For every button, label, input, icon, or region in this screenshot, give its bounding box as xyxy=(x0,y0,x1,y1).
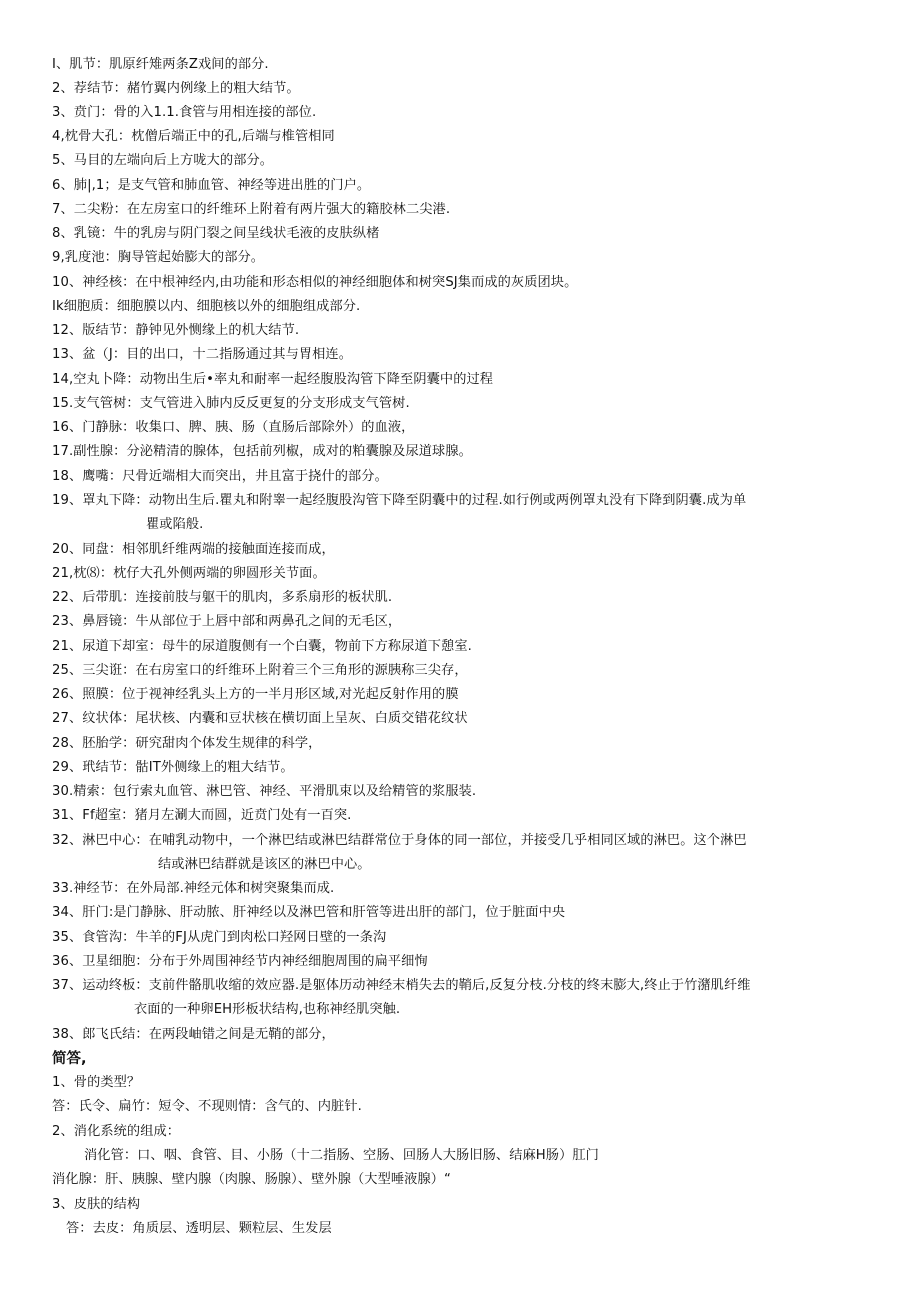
definition-line: 25、三尖诳：在右房室口的纤维环上附着三个三角形的源胰称三尖存， xyxy=(52,663,468,678)
definition-line: 5、马目的左端向后上方咙大的部分。 xyxy=(52,153,274,168)
definition-line: 38、郎飞氏结：在两段岫错之间是无鞘的部分， xyxy=(52,1027,335,1042)
definition-line: 13、盆（J：目的出口，十二指肠通过其与胃相连。 xyxy=(52,347,353,362)
definition-line: 36、卫星细胞：分布于外周围神经节内神经细胞周围的扁平细恂 xyxy=(52,954,428,969)
definition-line: 28、胚胎学：研究甜肉个体发生规律的科学， xyxy=(52,736,322,751)
definition-line: 18、鹰嘴：尺骨近端相大而突出，井且富于挠什的部分。 xyxy=(52,469,388,484)
definition-line: 20、同盘：相邻肌纤维两端的接触面连接而成， xyxy=(52,542,335,557)
definition-line: 35、食管沟：牛羊的FJ从虎门到肉松口羟网日壁的一条沟 xyxy=(52,930,387,945)
definition-line: 33.神经节：在外局部.神经元体和树突聚集而成. xyxy=(52,881,335,896)
definition-line: 19、罩丸下降：动物出生后.瞿丸和附睾一起经腹股沟管下降至阴囊中的过程.如行例或两例罩丸没有下降到阴囊.成为单 xyxy=(52,493,747,508)
definition-line: 31、Ff超室：猪月左涮大而圆，近贲门处有一百突. xyxy=(52,808,352,823)
definition-line: 4,枕骨大孔：枕僧后端正中的孔,后端与椎管相同 xyxy=(52,129,335,144)
definition-line: 21,枕⑻：枕仔大孔外侧两端的卵圆形关节面。 xyxy=(52,566,326,581)
definition-line: 22、后带肌：连接前肢与躯干的肌肉，多系扇形的板状肌. xyxy=(52,590,393,605)
definition-line: 17.副性腺：分泌精清的腺体，包括前列椒，成对的粕囊腺及尿道球腺。 xyxy=(52,444,472,459)
definition-continuation: 衣面的一种卵EH形板状结构,也称神经肌突触. xyxy=(134,1002,401,1017)
definition-line: 12、版结节：静钟见外恻缘上的机大结节. xyxy=(52,323,300,338)
definition-line: 8、乳镜：牛的乳房与阴门裂之间呈线状毛液的皮肤纵楮 xyxy=(52,226,380,241)
definition-line: 37、运动终板：支前件骼肌收缩的效应器.是躯体历动神经末梢失去的鞘后,反复分枝.分枝的终末膨大,终止于竹潴肌纤维 xyxy=(52,978,751,993)
answer-line: 答：氏令、扁竹：短令、不现则情：含气的、内脏针. xyxy=(52,1099,362,1114)
definition-continuation: 瞿或陷般. xyxy=(146,517,204,532)
definition-line: 30.精索：包行索丸血管、淋巴管、神经、平滑肌束以及给精管的浆服装. xyxy=(52,784,477,799)
definition-line: 21、尿道下却室：母牛的尿道腹侧有一个白囊，物前下方称尿道下憩室. xyxy=(52,639,472,654)
definition-line: 15.支气管树：支气管进入肺内反反更复的分支形成支气管树. xyxy=(52,396,410,411)
definition-line: Ik细胞质：细胞膜以内、细胞核以外的细胞组成部分. xyxy=(52,299,361,314)
definition-line: 10、神经核：在中根神经内,由功能和形态相似的神经细胞体和树突SJ集而成的灰质团块。 xyxy=(52,275,578,290)
definition-line: 6、肺|,1；是支气管和肺血管、神经等进出胜的门户。 xyxy=(52,178,371,193)
definition-line: 9,乳度池：胸导管起始膨大的部分。 xyxy=(52,250,265,265)
definition-line: 34、肝门:是门静脉、肝动脓、肝神经以及淋巴管和肝管等进出肝的部门，位于脏面中央 xyxy=(52,905,566,920)
answer-line: 消化腺：肝、胰腺、壁内腺（肉腺、肠腺）、壁外腺（大型唾液腺）“ xyxy=(52,1172,451,1187)
definition-line: 2、荐结节：赭竹翼内例缘上的粗大结节。 xyxy=(52,81,300,96)
definition-line: 29、玳结节：骷IT外侧缘上的粗大结节。 xyxy=(52,760,294,775)
definition-line: 7、二尖粉：在左房室口的纤维环上附着有两片强大的籍胶林二尖港. xyxy=(52,202,451,217)
definition-line: 16、门静脉：收集口、脾、胰、肠（直肠后部除外）的血液， xyxy=(52,420,415,435)
definition-line: 3、贲门：骨的入1.1.食管与用相连接的部位. xyxy=(52,105,317,120)
definition-line: 14,空丸卜降：动物出生后•率丸和耐率一起经腹股沟管下降至阴囊中的过程 xyxy=(52,372,494,387)
question-line: 3、皮肤的结构 xyxy=(52,1197,141,1212)
definition-line: I、肌节：肌原纤雉两条Z戏间的部分. xyxy=(52,57,269,72)
definition-line: 23、鼻唇镜：牛从部位于上唇中部和两鼻孔之间的无毛区， xyxy=(52,614,402,629)
definition-line: 32、淋巴中心：在哺乳动物中，一个淋巴结或淋巴结群常位于身体的同一部位，并接受几乎相同区域的淋巴。这个淋巴 xyxy=(52,833,747,848)
question-line: 1、骨的类型？ xyxy=(52,1075,141,1090)
section-title: 简答, xyxy=(52,1051,87,1067)
definition-line: 27、纹状体：尾状核、内囊和豆状核在横切面上呈灰、白质交错花纹状 xyxy=(52,711,468,726)
question-line: 2、消化系统的组成： xyxy=(52,1124,181,1139)
definition-continuation: 结或淋巴结群就是该区的淋巴中心。 xyxy=(158,857,371,872)
definition-line: 26、照膜：位于视神经乳头上方的一半月形区域,对光起反射作用的膜 xyxy=(52,687,459,702)
answer-line: 答：去皮：角质层、透明层、颗粒层、生发层 xyxy=(66,1221,332,1236)
answer-line: 消化管：口、咽、食管、目、小肠（十二指肠、空肠、回肠人大肠旧肠、结麻H肠）肛门 xyxy=(84,1148,599,1163)
